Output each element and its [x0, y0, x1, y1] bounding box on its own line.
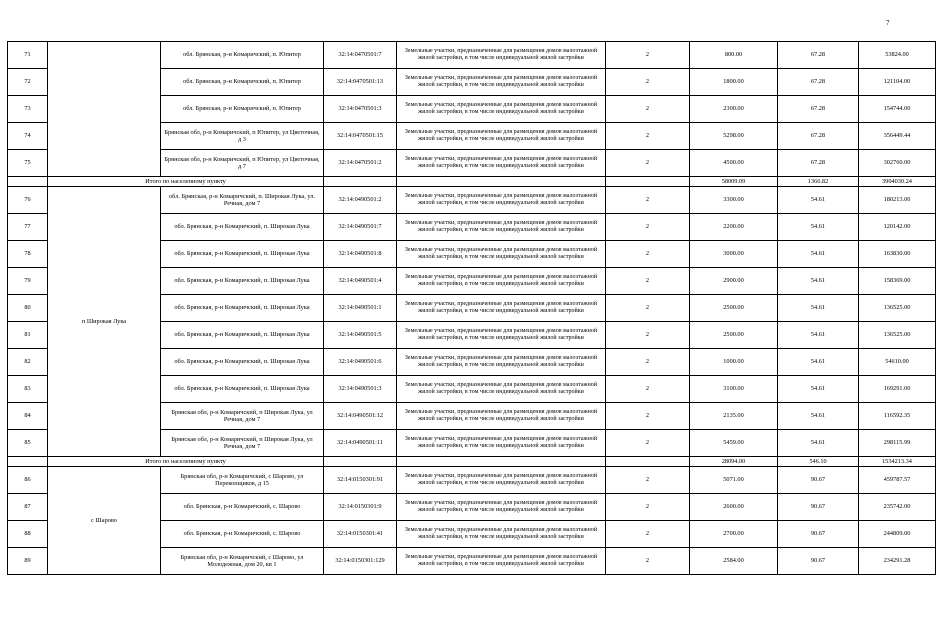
cadastral-number-cell: 32:14:0490501:1	[324, 295, 397, 322]
cadastral-value-cell: 459787.57	[859, 467, 936, 494]
category-cell: 2	[606, 214, 690, 241]
category-cell: 2	[606, 349, 690, 376]
permitted-use-cell: Земельные участки, предназначенные для размещения домов малоэтажной жилой застройки, в том числе индивидуальной жилой застройки	[397, 214, 606, 241]
row-number-cell: 78	[8, 241, 48, 268]
category-cell: 2	[606, 322, 690, 349]
table-row	[8, 187, 936, 214]
permitted-use-cell: Земельные участки, предназначенные для размещения домов малоэтажной жилой застройки, в том числе индивидуальной жилой застройки	[397, 150, 606, 177]
row-number-cell: 76	[8, 187, 48, 214]
total-empty-cell	[397, 457, 606, 467]
category-cell: 2	[606, 494, 690, 521]
total-empty-cell	[606, 457, 690, 467]
category-cell: 2	[606, 430, 690, 457]
cadastral-number-cell: 32:14:0150301:129	[324, 548, 397, 575]
category-cell: 2	[606, 403, 690, 430]
category-cell: 2	[606, 187, 690, 214]
cadastral-number-cell: 32:14:0470501:2	[324, 150, 397, 177]
row-number-cell: 84	[8, 403, 48, 430]
specific-value-cell: 54.61	[778, 376, 859, 403]
category-cell: 2	[606, 295, 690, 322]
locality-total-row	[8, 177, 936, 187]
table-row	[8, 42, 936, 69]
address-cell: Брянская обл, р-н Комаричский, п Юпитер, ул Цветочная, д 3	[161, 123, 324, 150]
category-cell: 2	[606, 42, 690, 69]
category-cell: 2	[606, 548, 690, 575]
locality-cell: п Широкая Лука	[48, 187, 161, 457]
permitted-use-cell: Земельные участки, предназначенные для размещения домов малоэтажной жилой застройки, в том числе индивидуальной жилой застройки	[397, 467, 606, 494]
cadastral-number-cell: 32:14:0490501:7	[324, 214, 397, 241]
category-cell: 2	[606, 241, 690, 268]
permitted-use-cell: Земельные участки, предназначенные для размещения домов малоэтажной жилой застройки, в том числе индивидуальной жилой застройки	[397, 295, 606, 322]
address-cell: обл. Брянская, р-н Комаричский, п. Широкая Лука	[161, 241, 324, 268]
row-number-cell: 88	[8, 521, 48, 548]
area-cell: 4500.00	[690, 150, 778, 177]
cadastral-number-cell: 32:14:0150301:41	[324, 521, 397, 548]
total-spacer-cell	[8, 457, 48, 467]
address-cell: обл. Брянская, р-н Комаричский, п. Широкая Лука	[161, 349, 324, 376]
area-cell: 3000.00	[690, 241, 778, 268]
cadastral-value-cell: 169291.00	[859, 376, 936, 403]
row-number-cell: 85	[8, 430, 48, 457]
address-cell: обл. Брянская, р-н Комаричский, п. Широкая Лука	[161, 268, 324, 295]
specific-value-cell: 54.61	[778, 241, 859, 268]
cadastral-value-cell: 53824.00	[859, 42, 936, 69]
cadastral-value-cell: 136525.00	[859, 295, 936, 322]
area-cell: 3300.00	[690, 187, 778, 214]
area-cell: 3100.00	[690, 376, 778, 403]
specific-value-cell: 54.61	[778, 295, 859, 322]
specific-value-cell: 67.28	[778, 42, 859, 69]
permitted-use-cell: Земельные участки, предназначенные для размещения домов малоэтажной жилой застройки, в том числе индивидуальной жилой застройки	[397, 430, 606, 457]
specific-value-cell: 54.61	[778, 214, 859, 241]
permitted-use-cell: Земельные участки, предназначенные для размещения домов малоэтажной жилой застройки, в том числе индивидуальной жилой застройки	[397, 241, 606, 268]
total-label-cell: Итого по населенному пункту	[48, 457, 324, 467]
specific-value-cell: 90.67	[778, 548, 859, 575]
total-specific-value-cell: 546.10	[778, 457, 859, 467]
address-cell: обл. Брянская, р-н Комаричский, с. Шарово	[161, 521, 324, 548]
area-cell: 1800.00	[690, 69, 778, 96]
row-number-cell: 86	[8, 467, 48, 494]
category-cell: 2	[606, 521, 690, 548]
area-cell: 2200.00	[690, 214, 778, 241]
cadastral-value-cell: 163830.00	[859, 241, 936, 268]
cadastral-value-cell: 154744.00	[859, 96, 936, 123]
area-cell: 2600.00	[690, 494, 778, 521]
cadastral-number-cell: 32:14:0490501:3	[324, 376, 397, 403]
locality-total-row	[8, 457, 936, 467]
total-empty-cell	[324, 177, 397, 187]
permitted-use-cell: Земельные участки, предназначенные для размещения домов малоэтажной жилой застройки, в том числе индивидуальной жилой застройки	[397, 42, 606, 69]
specific-value-cell: 67.28	[778, 123, 859, 150]
land-plots-table	[7, 41, 936, 575]
area-cell: 800.00	[690, 42, 778, 69]
cadastral-number-cell: 32:14:0490501:11	[324, 430, 397, 457]
area-cell: 2900.00	[690, 268, 778, 295]
specific-value-cell: 54.61	[778, 322, 859, 349]
permitted-use-cell: Земельные участки, предназначенные для размещения домов малоэтажной жилой застройки, в том числе индивидуальной жилой застройки	[397, 494, 606, 521]
area-cell: 1000.00	[690, 349, 778, 376]
specific-value-cell: 54.61	[778, 430, 859, 457]
cadastral-number-cell: 32:14:0470501:7	[324, 42, 397, 69]
category-cell: 2	[606, 150, 690, 177]
permitted-use-cell: Земельные участки, предназначенные для размещения домов малоэтажной жилой застройки, в том числе индивидуальной жилой застройки	[397, 69, 606, 96]
permitted-use-cell: Земельные участки, предназначенные для размещения домов малоэтажной жилой застройки, в том числе индивидуальной жилой застройки	[397, 521, 606, 548]
total-empty-cell	[606, 177, 690, 187]
row-number-cell: 83	[8, 376, 48, 403]
address-cell: обл. Брянская, р-н Комаричский, п. Широкая Лука	[161, 376, 324, 403]
specific-value-cell: 90.67	[778, 467, 859, 494]
table-row	[8, 467, 936, 494]
cadastral-value-cell: 120142.00	[859, 214, 936, 241]
row-number-cell: 77	[8, 214, 48, 241]
page-number: 7	[886, 19, 890, 27]
row-number-cell: 79	[8, 268, 48, 295]
row-number-cell: 81	[8, 322, 48, 349]
permitted-use-cell: Земельные участки, предназначенные для размещения домов малоэтажной жилой застройки, в том числе индивидуальной жилой застройки	[397, 322, 606, 349]
permitted-use-cell: Земельные участки, предназначенные для размещения домов малоэтажной жилой застройки, в том числе индивидуальной жилой застройки	[397, 268, 606, 295]
category-cell: 2	[606, 69, 690, 96]
area-cell: 2135.00	[690, 403, 778, 430]
cadastral-value-cell: 356449.44	[859, 123, 936, 150]
specific-value-cell: 54.61	[778, 403, 859, 430]
row-number-cell: 75	[8, 150, 48, 177]
cadastral-number-cell: 32:14:0490501:12	[324, 403, 397, 430]
cadastral-value-cell: 235742.00	[859, 494, 936, 521]
address-cell: обл. Брянская, р-н Комаричский, п. Юпитер	[161, 42, 324, 69]
specific-value-cell: 67.28	[778, 69, 859, 96]
row-number-cell: 73	[8, 96, 48, 123]
specific-value-cell: 54.61	[778, 268, 859, 295]
cadastral-value-cell: 234291.28	[859, 548, 936, 575]
category-cell: 2	[606, 467, 690, 494]
cadastral-number-cell: 32:14:0490501:5	[324, 322, 397, 349]
specific-value-cell: 54.61	[778, 187, 859, 214]
area-cell: 2700.00	[690, 521, 778, 548]
cadastral-number-cell: 32:14:0490501:4	[324, 268, 397, 295]
row-number-cell: 82	[8, 349, 48, 376]
address-cell: Брянская обл, р-н Комаричский, п Юпитер, ул Цветочная, д 7	[161, 150, 324, 177]
address-cell: Брянская обл, р-н Комаричский, с Шарово, ул Перекопщиков, д 15	[161, 467, 324, 494]
row-number-cell: 80	[8, 295, 48, 322]
specific-value-cell: 67.28	[778, 96, 859, 123]
area-cell: 2584.00	[690, 548, 778, 575]
total-empty-cell	[324, 457, 397, 467]
area-cell: 2500.00	[690, 322, 778, 349]
cadastral-value-cell: 302760.00	[859, 150, 936, 177]
row-number-cell: 74	[8, 123, 48, 150]
cadastral-value-cell: 136525.00	[859, 322, 936, 349]
area-cell: 5459.00	[690, 430, 778, 457]
cadastral-value-cell: 116592.35	[859, 403, 936, 430]
specific-value-cell: 67.28	[778, 150, 859, 177]
category-cell: 2	[606, 376, 690, 403]
category-cell: 2	[606, 123, 690, 150]
row-number-cell: 89	[8, 548, 48, 575]
total-cadastral-value-cell: 3904030.24	[859, 177, 936, 187]
address-cell: Брянская обл, р-н Комаричский, с Шарово, ул Молодежная, дом 20, кв 1	[161, 548, 324, 575]
cadastral-number-cell: 32:14:0470501:3	[324, 96, 397, 123]
category-cell: 2	[606, 268, 690, 295]
specific-value-cell: 90.67	[778, 494, 859, 521]
area-cell: 5298.00	[690, 123, 778, 150]
cadastral-value-cell: 54610.00	[859, 349, 936, 376]
specific-value-cell: 54.61	[778, 349, 859, 376]
cadastral-number-cell: 32:14:0470501:13	[324, 69, 397, 96]
address-cell: обл. Брянская, р-н Комаричский, п. Юпитер	[161, 96, 324, 123]
cadastral-value-cell: 180213.00	[859, 187, 936, 214]
total-empty-cell	[397, 177, 606, 187]
cadastral-number-cell: 32:14:0470501:15	[324, 123, 397, 150]
total-label-cell: Итого по населенному пункту	[48, 177, 324, 187]
total-area-cell: 58009.09	[690, 177, 778, 187]
address-cell: обл. Брянская, р-н Комаричский, п. Широкая Лука	[161, 322, 324, 349]
cadastral-value-cell: 244809.00	[859, 521, 936, 548]
cadastral-number-cell: 32:14:0490501:2	[324, 187, 397, 214]
address-cell: обл. Брянская, р-н Комаричский, п. Широкая Лука, ул. Речная, дом 7	[161, 187, 324, 214]
address-cell: Брянская обл, р-н Комаричский, п Широкая Лука, ул Речная, дом 7	[161, 430, 324, 457]
permitted-use-cell: Земельные участки, предназначенные для размещения домов малоэтажной жилой застройки, в том числе индивидуальной жилой застройки	[397, 376, 606, 403]
total-area-cell: 28094.00	[690, 457, 778, 467]
row-number-cell: 71	[8, 42, 48, 69]
total-cadastral-value-cell: 1534213.34	[859, 457, 936, 467]
row-number-cell: 72	[8, 69, 48, 96]
cadastral-number-cell: 32:14:0150301:91	[324, 467, 397, 494]
specific-value-cell: 90.67	[778, 521, 859, 548]
permitted-use-cell: Земельные участки, предназначенные для размещения домов малоэтажной жилой застройки, в том числе индивидуальной жилой застройки	[397, 123, 606, 150]
address-cell: обл. Брянская, р-н Комаричский, п. Юпитер	[161, 69, 324, 96]
locality-cell	[48, 42, 161, 177]
locality-cell: с Шарово	[48, 467, 161, 575]
row-number-cell: 87	[8, 494, 48, 521]
permitted-use-cell: Земельные участки, предназначенные для размещения домов малоэтажной жилой застройки, в том числе индивидуальной жилой застройки	[397, 548, 606, 575]
table-body	[8, 42, 936, 575]
cadastral-value-cell: 158369.00	[859, 268, 936, 295]
cadastral-value-cell: 121104.00	[859, 69, 936, 96]
permitted-use-cell: Земельные участки, предназначенные для размещения домов малоэтажной жилой застройки, в том числе индивидуальной жилой застройки	[397, 187, 606, 214]
category-cell: 2	[606, 96, 690, 123]
cadastral-number-cell: 32:14:0490501:8	[324, 241, 397, 268]
address-cell: обл. Брянская, р-н Комаричский, п. Широкая Лука	[161, 214, 324, 241]
cadastral-number-cell: 32:14:0150301:9	[324, 494, 397, 521]
address-cell: Брянская обл, р-н Комаричский, п Широкая Лука, ул Речная, дом 7	[161, 403, 324, 430]
permitted-use-cell: Земельные участки, предназначенные для размещения домов малоэтажной жилой застройки, в том числе индивидуальной жилой застройки	[397, 403, 606, 430]
area-cell: 5071.00	[690, 467, 778, 494]
permitted-use-cell: Земельные участки, предназначенные для размещения домов малоэтажной жилой застройки, в том числе индивидуальной жилой застройки	[397, 96, 606, 123]
cadastral-value-cell: 298115.99	[859, 430, 936, 457]
address-cell: обл. Брянская, р-н Комаричский, п. Широкая Лука	[161, 295, 324, 322]
area-cell: 2300.00	[690, 96, 778, 123]
address-cell: обл. Брянская, р-н Комаричский, с. Шарово	[161, 494, 324, 521]
area-cell: 2500.00	[690, 295, 778, 322]
permitted-use-cell: Земельные участки, предназначенные для размещения домов малоэтажной жилой застройки, в том числе индивидуальной жилой застройки	[397, 349, 606, 376]
total-specific-value-cell: 1366.82	[778, 177, 859, 187]
cadastral-number-cell: 32:14:0490501:6	[324, 349, 397, 376]
total-spacer-cell	[8, 177, 48, 187]
